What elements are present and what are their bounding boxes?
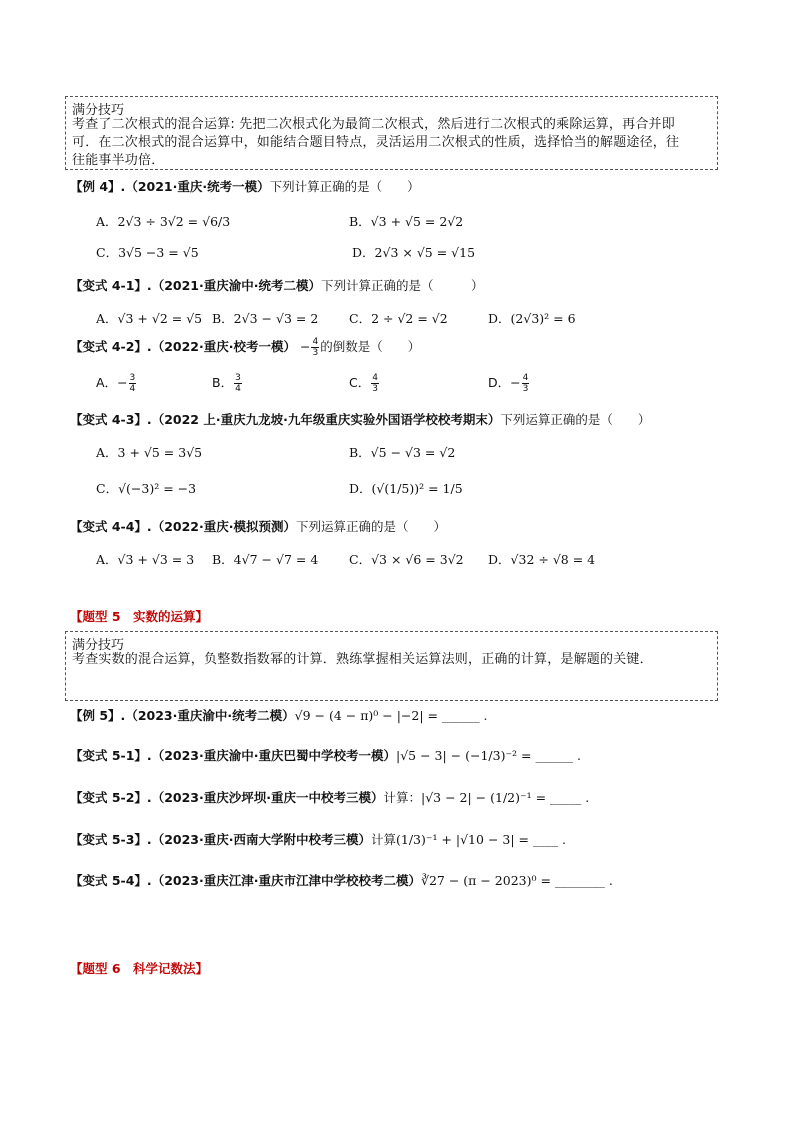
question-source: （2021·重庆·统考一模） — [125, 179, 270, 194]
tip-title: 满分技巧 — [72, 103, 125, 118]
option-c: C．√(−3)² = −3 — [96, 481, 197, 496]
question-text: 下列计算正确的是（ ） — [269, 179, 420, 194]
option-b: B．2√3 − √3 = 2 — [212, 311, 319, 326]
tip-line-3: 往能事半功倍． — [72, 153, 165, 168]
option-d: D．(2√3)² = 6 — [488, 311, 576, 326]
question-expression: 计算：|√3 − 2| − (1/2)⁻¹ = _____ . — [383, 790, 590, 805]
question-bracket: 【例 4】. — [70, 179, 126, 194]
option-b: B．√3 + √5 = 2√2 — [349, 214, 464, 229]
tip-title: 满分技巧 — [72, 638, 125, 653]
option-a: A．2√3 ÷ 3√2 = √6/3 — [96, 214, 231, 229]
variant-4-3-stem — [70, 410, 650, 428]
section-heading-type-5: 【题型 5 实数的运算】 — [70, 609, 209, 624]
option-a — [96, 373, 137, 394]
denominator: 3 — [372, 384, 378, 394]
tip-box-2 — [65, 631, 718, 701]
option-c: C．2 ÷ √2 = √2 — [349, 311, 448, 326]
question-bracket: 【变式 4-1】. — [70, 278, 152, 293]
tip-line-1: 考查实数的混合运算，负整数指数幂的计算．熟练掌握相关运算法则，正确的计算，是解题的关键． — [72, 652, 653, 667]
option-d: D．2√3 × √5 = √15 — [352, 245, 476, 260]
option-c — [349, 373, 380, 394]
question-source: （2021·重庆渝中·统考二模） — [151, 278, 321, 293]
option-c: C．√3 × √6 = 3√2 — [349, 552, 464, 567]
question-source: （2023·重庆渝中·统考二模） — [125, 708, 295, 723]
numerator: 3 — [129, 373, 136, 383]
tip-box-1 — [65, 96, 718, 170]
option-d: D．(√(1/5))² = 1/5 — [349, 481, 463, 496]
numerator: 4 — [312, 337, 319, 347]
question-bracket: 【变式 4-4】. — [70, 519, 152, 534]
numerator: 3 — [235, 373, 241, 383]
variant-5-3 — [70, 830, 566, 848]
minus-sign: − — [510, 375, 521, 390]
example-5 — [70, 706, 487, 724]
denominator: 3 — [522, 384, 529, 394]
option-d: D．√32 ÷ √8 = 4 — [488, 552, 596, 567]
option-d — [488, 373, 530, 394]
option-label: D． — [488, 375, 511, 390]
fraction — [522, 373, 530, 394]
minus-sign: − — [299, 339, 311, 354]
fraction — [234, 373, 242, 394]
fraction — [371, 373, 379, 394]
option-c: C．3√5 −3 = √5 — [96, 245, 199, 260]
question-bracket: 【例 5】. — [70, 708, 126, 723]
tip-line-2: 可．在二次根式的混合运算中，如能结合题目特点，灵活运用二次根式的性质，选择恰当的解题途径，往 — [72, 135, 680, 150]
question-text: 下列运算正确的是（ ） — [500, 412, 651, 427]
question-source: （2022 上·重庆九龙坡·九年级重庆实验外国语学校校考期末） — [151, 412, 501, 427]
denominator: 4 — [235, 384, 241, 394]
option-label: A． — [96, 375, 118, 390]
numerator: 4 — [372, 373, 378, 383]
fraction — [311, 337, 319, 358]
option-b: B．√5 − √3 = √2 — [349, 445, 456, 460]
question-bracket: 【变式 4-3】. — [70, 412, 152, 427]
option-a: A．3 + √5 = 3√5 — [96, 445, 203, 460]
question-bracket: 【变式 5-2】. — [70, 790, 152, 805]
question-source: （2023·重庆沙坪坝·重庆一中校考三模） — [151, 790, 384, 805]
variant-5-2 — [70, 788, 589, 806]
question-bracket: 【变式 4-2】. — [70, 339, 152, 354]
variant-5-1 — [70, 746, 581, 764]
question-source: （2023·重庆·西南大学附中校考三模） — [151, 832, 371, 847]
section-heading-type-6: 【题型 6 科学记数法】 — [70, 961, 209, 976]
option-a: A．√3 + √2 = √5 — [96, 311, 203, 326]
question-source: （2022·重庆·校考一模） — [151, 339, 296, 354]
question-expression: |√5 − 3| − (−1/3)⁻² = ______ . — [395, 748, 581, 763]
variant-4-1-stem — [70, 276, 484, 294]
option-label: B． — [212, 375, 234, 390]
option-b — [212, 373, 243, 394]
numerator: 4 — [522, 373, 529, 383]
denominator: 4 — [129, 384, 136, 394]
fraction — [129, 373, 137, 394]
question-expression: ∛27 − (π − 2023)⁰ = ________ . — [420, 873, 613, 888]
variant-4-2-stem — [70, 337, 420, 358]
question-source: （2023·重庆江津·重庆市江津中学校校考二模） — [151, 873, 421, 888]
question-bracket: 【变式 5-3】. — [70, 832, 152, 847]
question-bracket: 【变式 5-4】. — [70, 873, 152, 888]
variant-4-4-stem — [70, 517, 446, 535]
example-4-stem — [70, 177, 420, 195]
question-text: 下列运算正确的是（ ） — [295, 519, 446, 534]
option-b: B．4√7 − √7 = 4 — [212, 552, 319, 567]
denominator: 3 — [312, 348, 319, 358]
question-expression: 计算(1/3)⁻¹ + |√10 − 3| = ____ . — [370, 832, 566, 847]
question-bracket: 【变式 5-1】. — [70, 748, 152, 763]
question-text: 下列计算正确的是（ ） — [320, 278, 484, 293]
tip-line-1: 考查了二次根式的混合运算: 先把二次根式化为最简二次根式，然后进行二次根式的乘除运算，再合并即 — [72, 117, 675, 132]
option-label: C． — [349, 375, 371, 390]
question-source: （2022·重庆·模拟预测） — [151, 519, 296, 534]
variant-5-4 — [70, 871, 613, 889]
question-text: 的倒数是（ ） — [320, 339, 421, 354]
question-expression: √9 − (4 − π)⁰ − |−2| = ______ . — [294, 708, 488, 723]
minus-sign: − — [117, 375, 128, 390]
option-a: A．√3 + √3 = 3 — [96, 552, 195, 567]
question-source: （2023·重庆渝中·重庆巴蜀中学校考一模） — [151, 748, 396, 763]
